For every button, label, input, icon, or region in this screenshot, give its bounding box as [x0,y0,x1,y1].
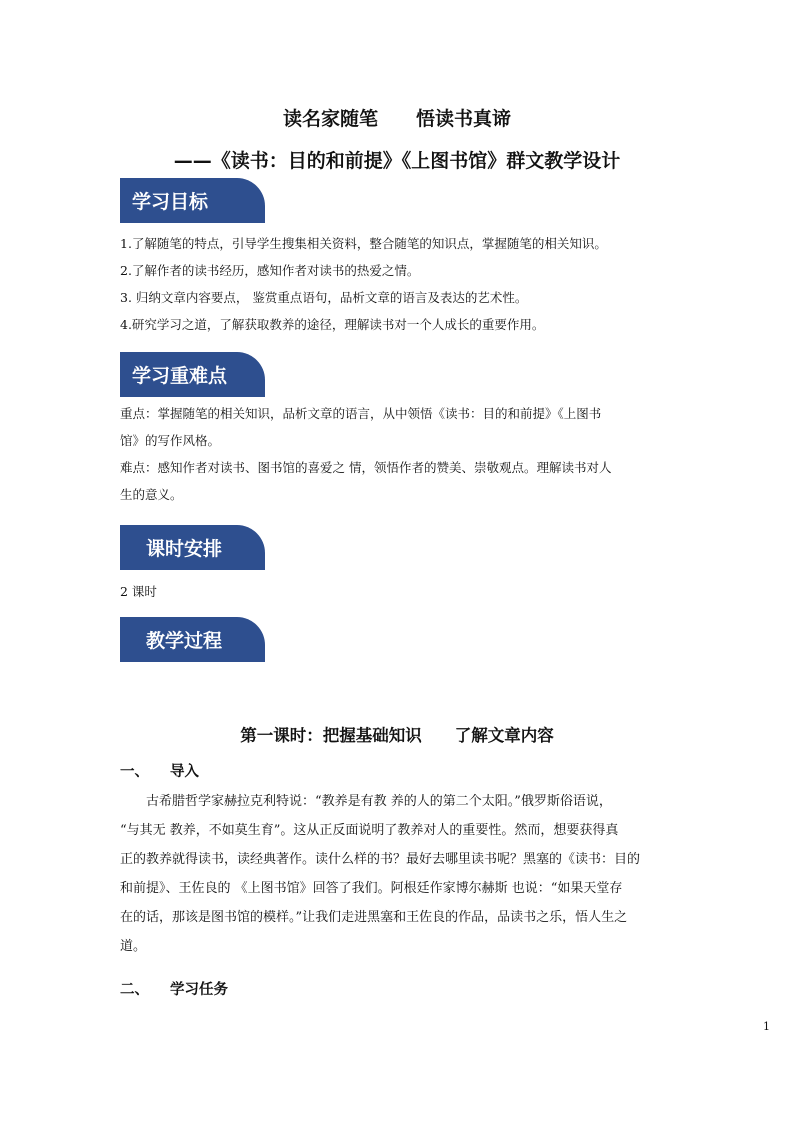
section-number: 一、 [120,764,149,780]
section-tab-objectives: 学习目标 [120,178,265,223]
objective-item: 4.研究学习之道，了解获取教养的途径，理解读书对一个人成长的重要作用。 [120,317,545,332]
schedule-text: 2 课时 [120,584,157,599]
section-tab-schedule: 课时安排 [120,525,265,570]
paragraph-line: 和前提》、王佐良的 《上图书馆》回答了我们。阿根廷作家博尔赫斯 也说：“如果天堂存 [120,881,623,896]
section-heading-tasks [120,978,228,999]
section-label: 导入 [170,764,199,780]
objective-item: 3. 归纳文章内容要点， 鉴赏重点语句，品析文章的语言及表达的艺术性。 [120,290,528,305]
objective-item: 2.了解作者的读书经历，感知作者对读书的热爱之情。 [120,263,420,278]
section-heading-intro [120,760,199,781]
document-title: 读名家随笔 悟读书真谛 [282,108,511,130]
paragraph-line: 在的话，那该是图书馆的模样。”让我们走进黑塞和王佐良的作品，品读书之乐，悟人生之 [120,910,628,925]
paragraph-line: 正的教养就得读书，读经典著作。读什么样的书？最好去哪里读书呢？黑塞的《读书：目的 [120,852,641,867]
page-number: 1 [763,1020,770,1033]
paragraph-line: 古希腊哲学家赫拉克利特说：“教养是有教 养的人的第二个太阳。”俄罗斯俗语说， [120,794,612,809]
key-point-line: 重点：掌握随笔的相关知识，品析文章的语言，从中领悟《读书：目的和前提》《上图书 [120,406,602,421]
key-point-line: 难点：感知作者对读书、图书馆的喜爱之 情，领悟作者的赞美、崇敬观点。理解读书对人 [120,460,612,475]
section-label: 学习任务 [170,982,228,998]
document-subtitle: ——《读书：目的和前提》《上图书馆》群文教学设计 [173,150,621,172]
section-number: 二、 [120,982,149,998]
key-point-line: 生的意义。 [120,487,183,502]
objective-item: 1.了解随笔的特点，引导学生搜集相关资料，整合随笔的知识点，掌握随笔的相关知识。 [120,236,607,251]
lesson-title: 第一课时：把握基础知识 了解文章内容 [240,726,554,745]
paragraph-line: “与其无 教养，不如莫生育”。这从正反面说明了教养对人的重要性。然而，想要获得真 [120,823,619,838]
intro-paragraph [120,787,680,961]
key-point-line: 馆》的写作风格。 [120,433,221,448]
section-tab-process: 教学过程 [120,617,265,662]
section-tab-key-points: 学习重难点 [120,352,265,397]
paragraph-line: 道。 [120,939,147,954]
